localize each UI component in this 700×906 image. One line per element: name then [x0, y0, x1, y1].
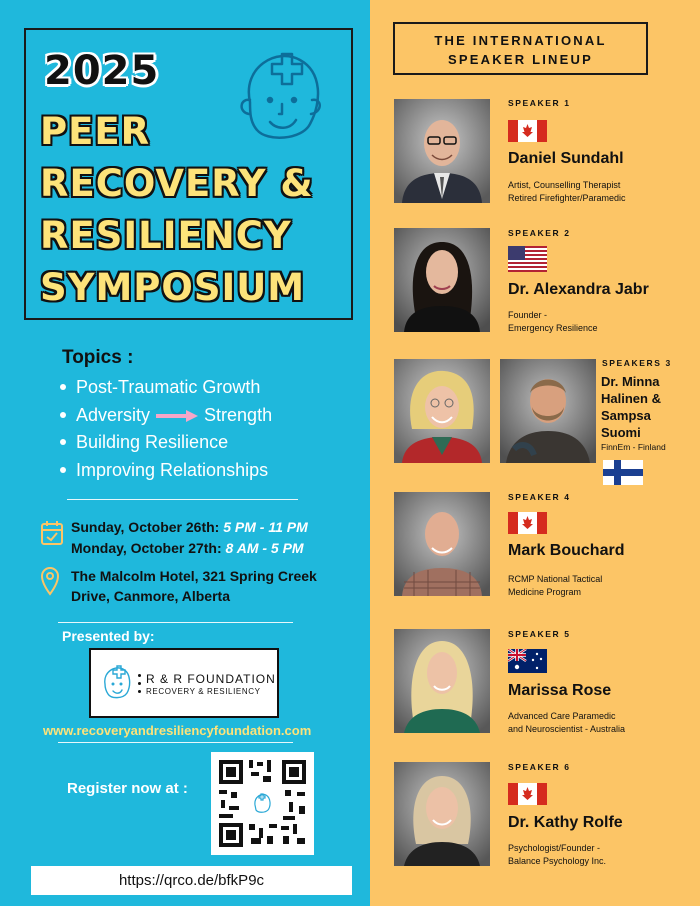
divider: [58, 742, 293, 743]
title-line-2: RECOVERY &: [40, 162, 314, 205]
speaker-3b-photo: [500, 359, 596, 463]
logo-subtitle: RECOVERY & RESILIENCY: [146, 687, 261, 696]
presented-by-label: Presented by:: [62, 628, 155, 644]
foundation-logo: [89, 648, 279, 718]
speaker-3-label: SPEAKERS 3: [602, 358, 672, 368]
logo-dots: [138, 674, 142, 698]
canada-flag-icon: [508, 512, 547, 534]
speaker-6-desc-1: Psychologist/Founder -: [508, 843, 601, 853]
speaker-3-name-2: Halinen &: [601, 391, 661, 406]
speaker-3-name-4: Suomi: [601, 425, 641, 440]
speaker-6-desc-2: Balance Psychology Inc.: [508, 856, 607, 866]
calendar-check-icon: [40, 520, 64, 546]
qr-code[interactable]: [211, 752, 314, 855]
topic-item: Adversity Strength: [58, 403, 272, 431]
speaker-2-desc-1: Founder -: [508, 310, 548, 320]
lineup-title-line-1: THE INTERNATIONAL: [434, 33, 607, 48]
speaker-3-name-3: Sampsa: [601, 408, 651, 423]
logo-name: R & R FOUNDATION: [146, 672, 276, 686]
speaker-4-label: SPEAKER 4: [508, 492, 571, 502]
speaker-4-photo: [394, 492, 490, 596]
title-box: [24, 28, 353, 320]
topics-heading: Topics :: [62, 347, 134, 368]
speaker-1-desc-2: Retired Firefighter/Paramedic: [508, 193, 626, 203]
topic-item: Improving Relationships: [58, 458, 272, 486]
title-line-3: RESILIENCY: [40, 214, 292, 257]
speaker-6-photo: [394, 762, 490, 866]
lineup-title-line-2: SPEAKER LINEUP: [448, 52, 593, 67]
topic-item: Building Resilience: [58, 430, 272, 458]
speaker-5-desc-1: Advanced Care Paramedic: [508, 711, 616, 721]
lineup-title-box: [393, 22, 648, 75]
canada-flag-icon: [508, 120, 547, 142]
speaker-3-name-1: Dr. Minna: [601, 374, 660, 389]
speaker-2-name: Dr. Alexandra Jabr: [508, 281, 649, 298]
venue-address: The Malcolm Hotel, 321 Spring Creek Drive, Canmore, Alberta: [71, 568, 317, 604]
title-line-1: PEER: [40, 110, 151, 153]
speaker-4-desc-2: Medicine Program: [508, 587, 582, 597]
arrow-right-icon: [154, 409, 200, 423]
date-day2: Monday, October 27th: 8 AM - 5 PM: [71, 540, 304, 556]
divider: [67, 499, 298, 500]
speaker-5-name: Marissa Rose: [508, 682, 612, 699]
topics-list: [58, 375, 272, 485]
title-line-4: SYMPOSIUM: [40, 266, 306, 309]
event-year: 2025: [44, 48, 160, 94]
speaker-4-name: Mark Bouchard: [508, 542, 625, 559]
location-pin-icon: [40, 566, 60, 596]
speaker-1-label: SPEAKER 1: [508, 98, 571, 108]
speaker-5-photo: [394, 629, 490, 733]
website-link[interactable]: www.recoveryandresiliencyfoundation.com: [43, 723, 312, 738]
head-with-cross-icon: [222, 42, 332, 152]
speaker-5-desc-2: and Neuroscientist - Australia: [508, 724, 626, 734]
speaker-1-desc-1: Artist, Counselling Therapist: [508, 180, 621, 190]
date-day1: Sunday, October 26th: 5 PM - 11 PM: [71, 519, 308, 535]
usa-flag-icon: [508, 246, 547, 272]
speaker-2-label: SPEAKER 2: [508, 228, 571, 238]
canada-flag-icon: [508, 783, 547, 805]
speaker-2-desc-2: Emergency Resilience: [508, 323, 598, 333]
register-url[interactable]: https://qrco.de/bfkP9c: [31, 866, 352, 895]
speaker-3-desc: FinnEm - Finland: [601, 442, 666, 452]
speaker-6-name: Dr. Kathy Rolfe: [508, 814, 623, 831]
speaker-5-label: SPEAKER 5: [508, 629, 571, 639]
speaker-6-label: SPEAKER 6: [508, 762, 571, 772]
speaker-2-photo: [394, 228, 490, 332]
register-label: Register now at :: [67, 780, 188, 797]
topic-item: Post-Traumatic Growth: [58, 375, 272, 403]
speaker-1-name: Daniel Sundahl: [508, 150, 624, 167]
australia-flag-icon: [508, 649, 547, 673]
divider: [58, 622, 293, 623]
right-panel: [370, 0, 700, 906]
head-with-cross-icon: [99, 662, 133, 702]
speaker-1-photo: [394, 99, 490, 203]
speaker-4-desc-1: RCMP National Tactical: [508, 574, 603, 584]
finland-flag-icon: [603, 460, 643, 485]
speaker-3a-photo: [394, 359, 490, 463]
